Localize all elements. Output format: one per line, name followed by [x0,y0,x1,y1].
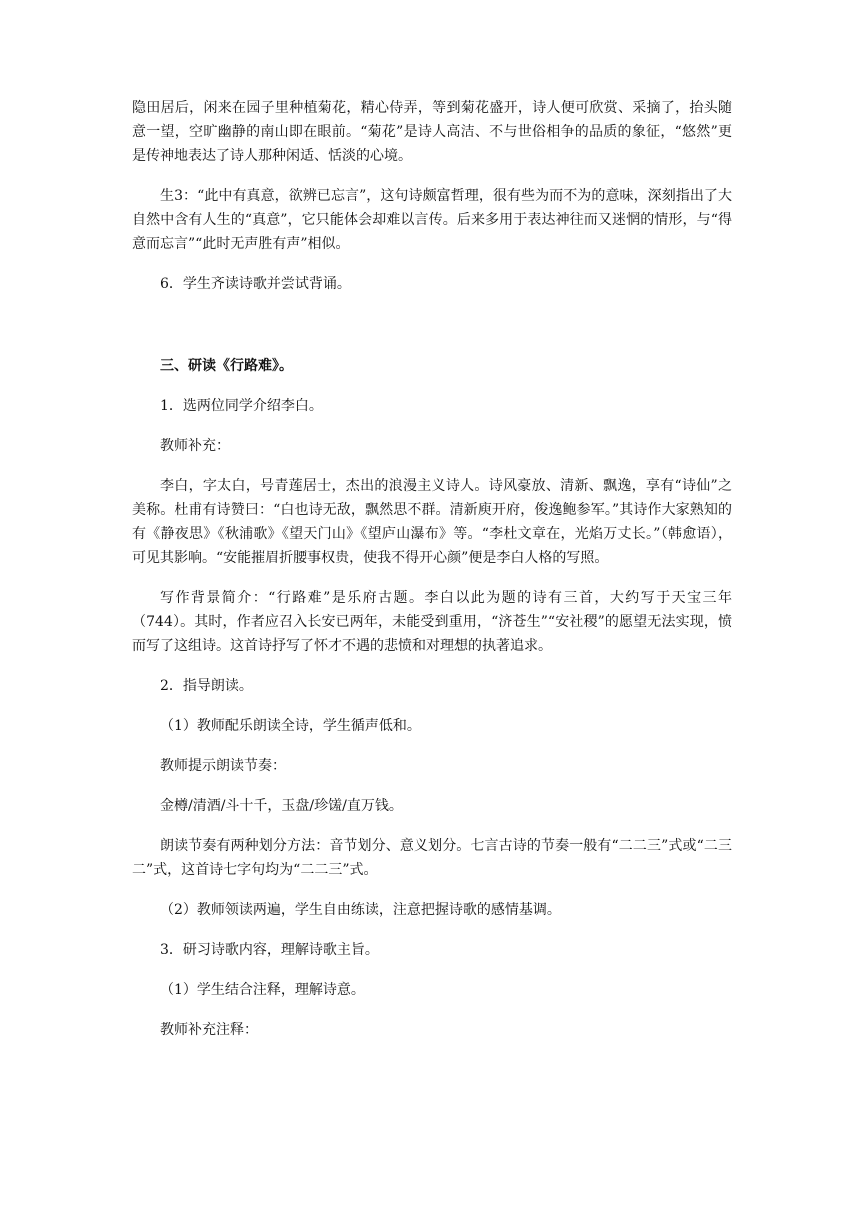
paragraph-student-3: 生3：“此中有真意，欲辨已忘言”，这句诗颇富哲理，很有些为而不为的意味，深刻指出了大自然中含有人生的“真意”，它只能体会却难以言传。后来多用于表达神往而又迷惘的情形，与“得意而忘言”“此时无声胜有声”相似。 [132,188,732,252]
paragraph-step-6: 6．学生齐读诗歌并尝试背诵。 [160,276,351,292]
paragraph-teacher-annotation: 教师补充注释： [160,1022,258,1038]
paragraph-annotation-1: （1）学生结合注释，理解诗意。 [160,982,365,998]
paragraph-step-1: 1．选两位同学介绍李白。 [160,398,323,414]
paragraph-step-2: 2．指导朗读。 [160,678,253,694]
paragraph-reading-1: （1）教师配乐朗读全诗，学生循声低和。 [160,718,421,734]
paragraph-rhythm-example: 金樽/清酒/斗十千，玉盘/珍馐/直万钱。 [160,798,403,814]
paragraph-li-bai-bio: 李白，字太白，号青莲居士，杰出的浪漫主义诗人。诗风豪放、清新、飘逸，享有“诗仙”之美称。杜甫有诗赞曰：“白也诗无敌，飘然思不群。清新庾开府，俊逸鲍参军。”其诗作大家熟知的有《静夜思》《秋浦歌》《望天门山》《望庐山瀑布》等。“李杜文章在，光焰万丈长。”（韩愈语），可见其影响。“安能摧眉折腰事权贵，使我不得开心颜”便是李白人格的写照。 [132,478,732,566]
paragraph-step-3: 3．研习诗歌内容，理解诗歌主旨。 [160,942,379,958]
paragraph-reading-2: （2）教师领读两遍，学生自由练读，注意把握诗歌的感情基调。 [160,902,561,918]
paragraph-chrysanthemum-analysis: 隐田居后，闲来在园子里种植菊花，精心侍弄，等到菊花盛开，诗人便可欣赏、采摘了，抬头随意一望，空旷幽静的南山即在眼前。“菊花”是诗人高洁、不与世俗相争的品质的象征，“悠然”更是传神地表达了诗人那种闲适、恬淡的心境。 [132,100,732,164]
paragraph-teacher-supplement: 教师补充： [160,438,230,454]
paragraph-rhythm-hint: 教师提示朗读节奏： [160,758,286,774]
paragraph-rhythm-methods: 朗读节奏有两种划分方法：音节划分、意义划分。七言古诗的节奏一般有“二二三”式或“二三二”式，这首诗七字句均为“二二三”式。 [132,838,732,878]
document-body [132,96,732,1042]
paragraph-background: 写作背景简介：“行路难”是乐府古题。李白以此为题的诗有三首，大约写于天宝三年（744）。其时，作者应召入长安已两年，未能受到重用，“济苍生”“安社稷”的愿望无法实现，愤而写了这组诗。这首诗抒写了怀才不遇的悲愤和对理想的执著追求。 [132,590,732,654]
section-heading: 三、研读《行路难》。 [160,358,293,374]
